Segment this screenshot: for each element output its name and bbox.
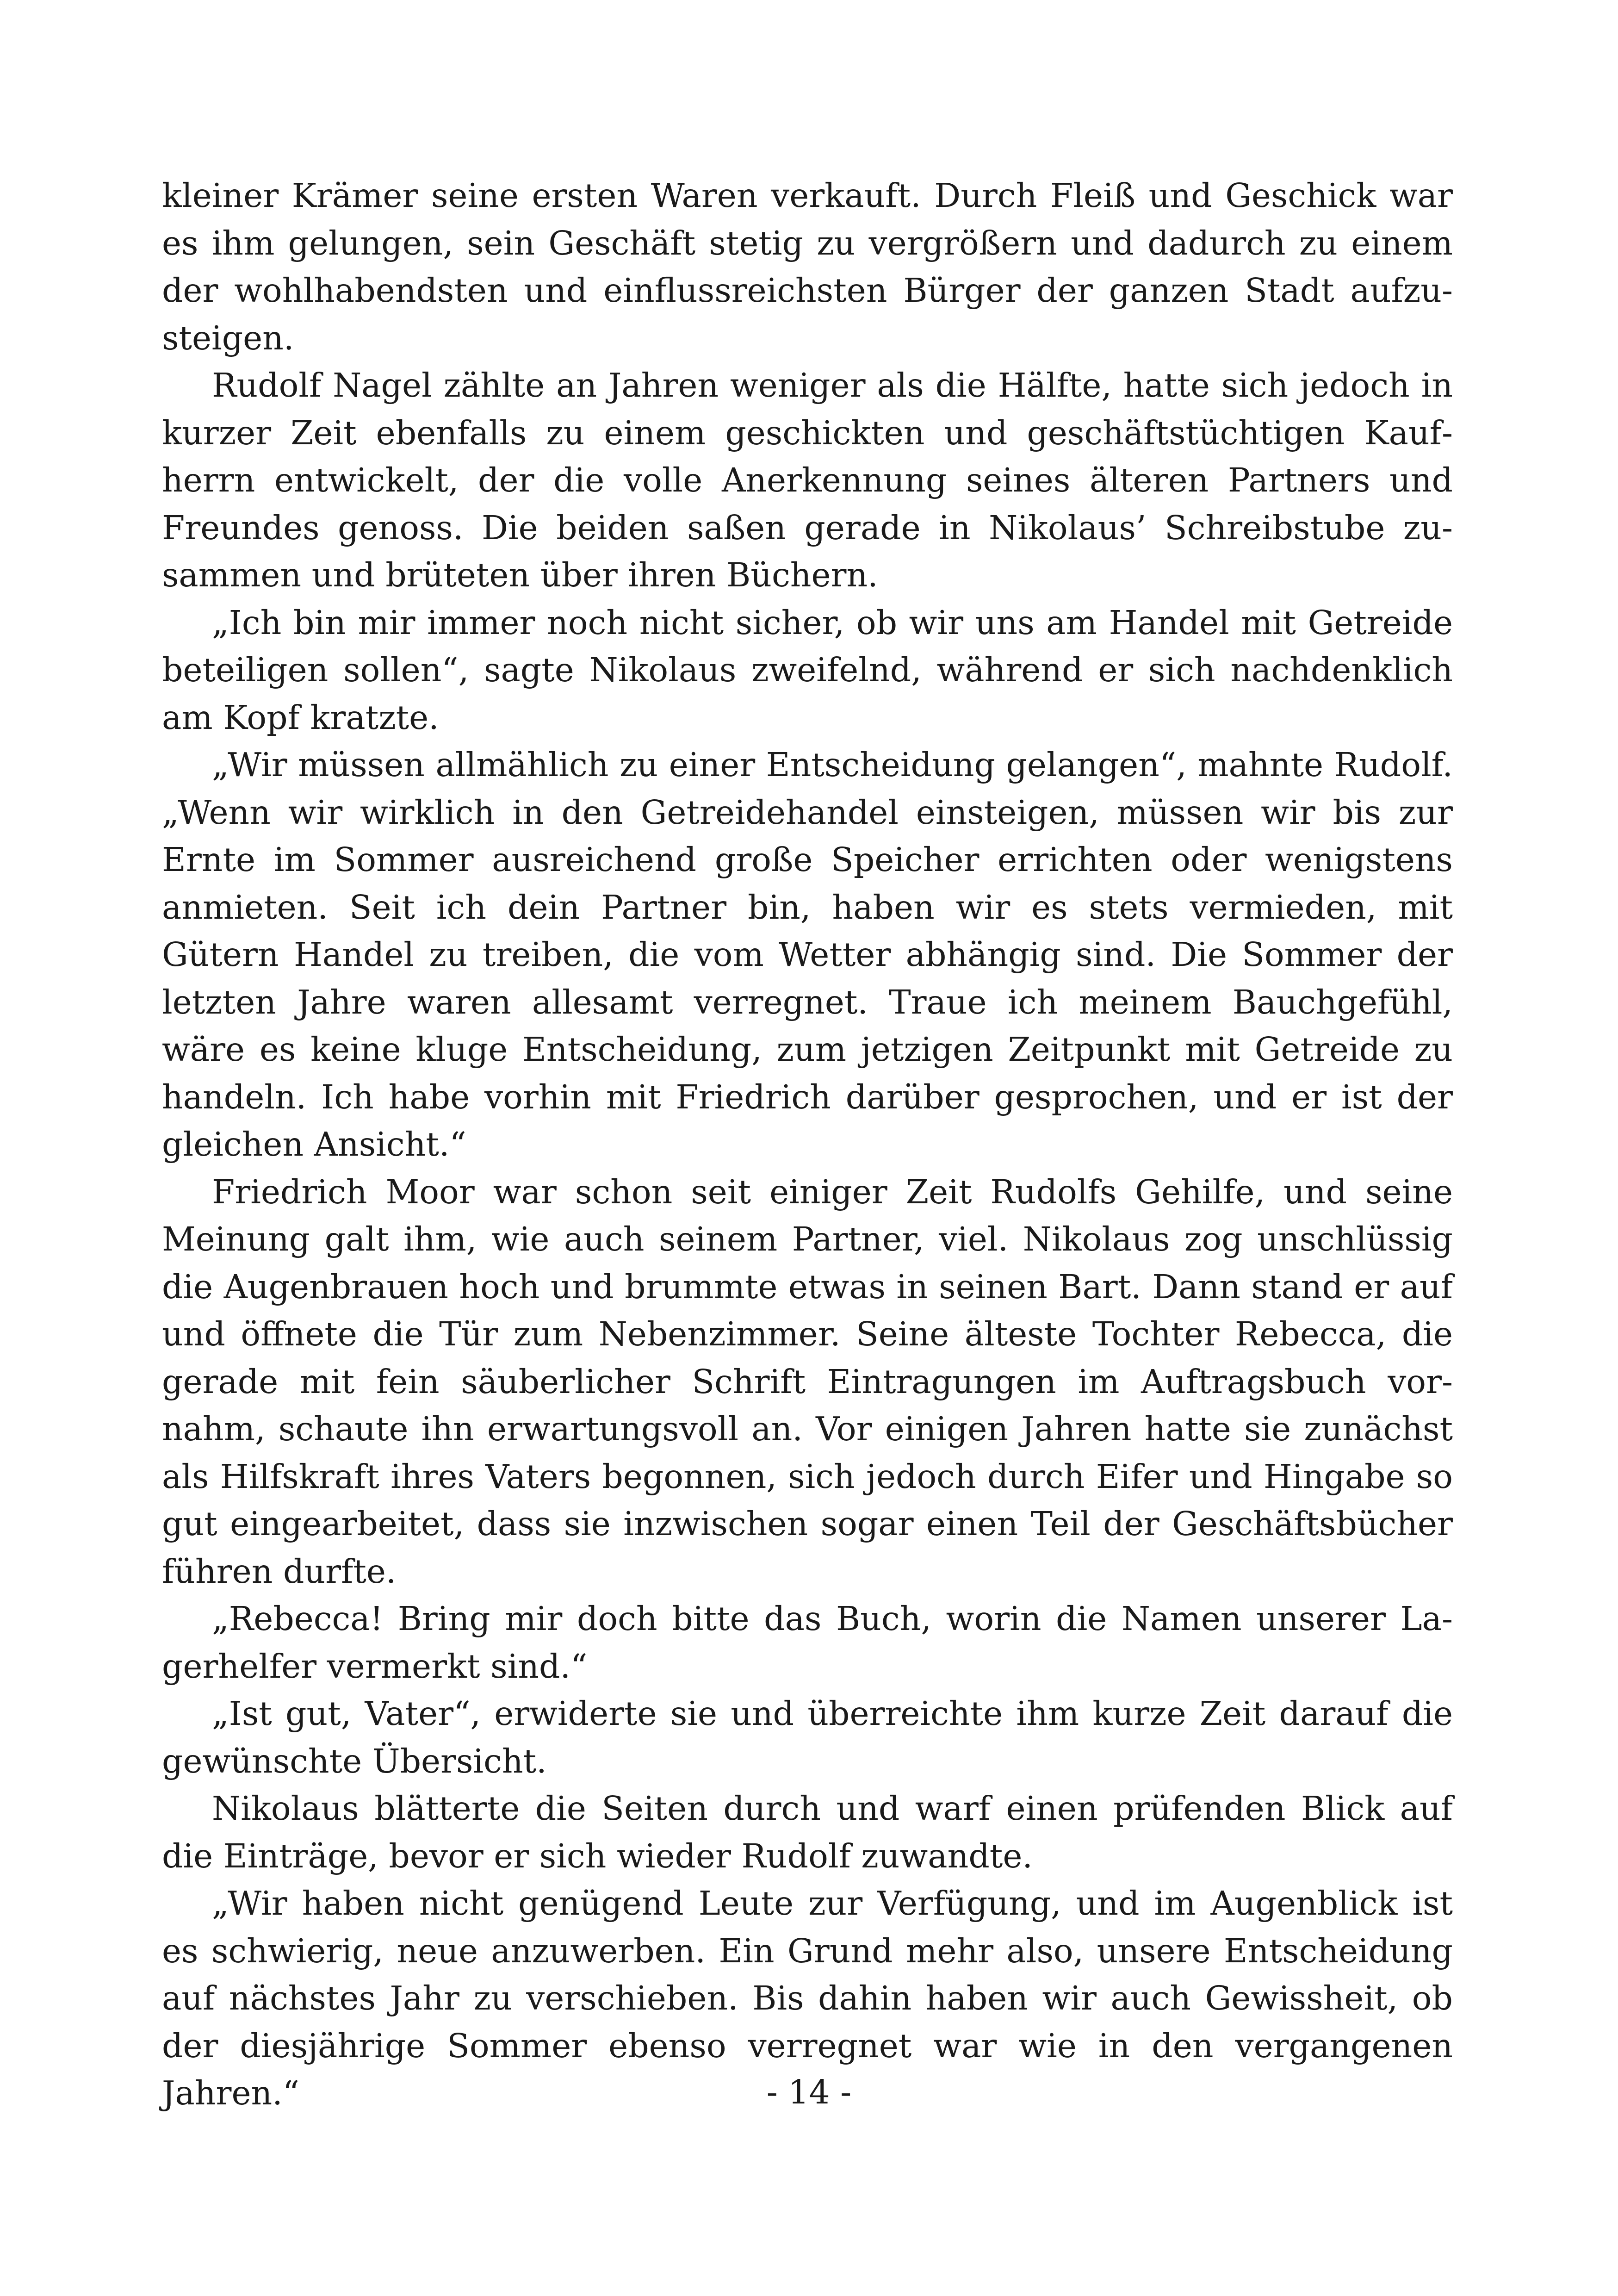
page-number: - 14 - [766, 2073, 852, 2111]
paragraph-5: Friedrich Moor war schon seit einiger Zeit Rudolfs Gehilfe, und seine Meinung galt ihm, wie auch seinem Partner, viel. Nikolaus zog unschlüssig die Augenbrauen hoch und brummte etwas in seinen Bart. Dann stand er auf und öffnete die Tür zum Nebenzimmer. Seine älteste Tochter Rebecca, die gerade mit fein säuberlicher Schrift Eintragungen im Auftragsbuch vornahm, schaute ihn erwartungsvoll an. Vor einigen Jahren hatte sie zunächst als Hilfskraft ihres Vaters begonnen, sich jedoch durch Eifer und Hingabe so gut eingearbeitet, dass sie inzwischen sogar einen Teil der Geschäftsbücher führen durfte. [162, 1172, 1453, 1591]
paragraph-7: „Ist gut, Vater“, erwiderte sie und überreichte ihm kurze Zeit darauf die gewünschte Übersicht. [162, 1694, 1453, 1780]
paragraph-4: „Wir müssen allmählich zu einer Entscheidung gelangen“, mahnte Rudolf. „Wenn wir wirklich in den Getreidehandel einsteigen, müssen wir bis zur Ernte im Sommer ausreichend große Speicher errichten oder wenigstens anmieten. Seit ich dein Partner bin, haben wir es stets vermieden, mit Gütern Handel zu treiben, die vom Wetter abhängig sind. Die Sommer der letzten Jahre waren allesamt verregnet. Traue ich meinem Bauchgefühl, wäre es keine kluge Entscheidung, zum jetzigen Zeitpunkt mit Getreide zu handeln. Ich habe vorhin mit Friedrich darüber gesprochen, und er ist der gleichen Ansicht.“ [162, 746, 1453, 1164]
paragraph-1: kleiner Krämer seine ersten Waren verkauft. Durch Fleiß und Geschick war es ihm gelungen, sein Geschäft stetig zu vergrößern und dadurch zu einem der wohlhabendsten und einflussreichsten Bürger der ganzen Stadt aufzusteigen. [162, 176, 1453, 357]
paragraph-8: Nikolaus blätterte die Seiten durch und warf einen prüfenden Blick auf die Einträge, bevor er sich wieder Rudolf zuwandte. [162, 1789, 1453, 1875]
body-text [162, 172, 1453, 2117]
paragraph-3: „Ich bin mir immer noch nicht sicher, ob wir uns am Handel mit Getreide beteiligen sollen“, sagte Nikolaus zweifelnd, während er sich nachdenklich am Kopf kratzte. [162, 603, 1453, 737]
paragraph-6: „Rebecca! Bring mir doch bitte das Buch, worin die Namen unserer Lagerhelfer vermerkt sind.“ [162, 1599, 1453, 1686]
paragraph-2: Rudolf Nagel zählte an Jahren weniger als die Hälfte, hatte sich jedoch in kurzer Zeit ebenfalls zu einem geschickten und geschäftstüchtigen Kaufherrn entwickelt, der die volle Anerkennung seines älteren Partners und Freundes genoss. Die beiden saßen gerade in Nikolaus’ Schreibstube zusammen und brüteten über ihren Büchern. [162, 366, 1453, 594]
paragraph-9: „Wir haben nicht genügend Leute zur Verfügung, und im Augenblick ist es schwierig, neue anzuwerben. Ein Grund mehr also, unsere Entscheidung auf nächstes Jahr zu verschieben. Bis dahin haben wir auch Gewissheit, ob der diesjährige Sommer ebenso verregnet war wie in den vergangenen Jahren.“ [162, 1884, 1453, 2112]
